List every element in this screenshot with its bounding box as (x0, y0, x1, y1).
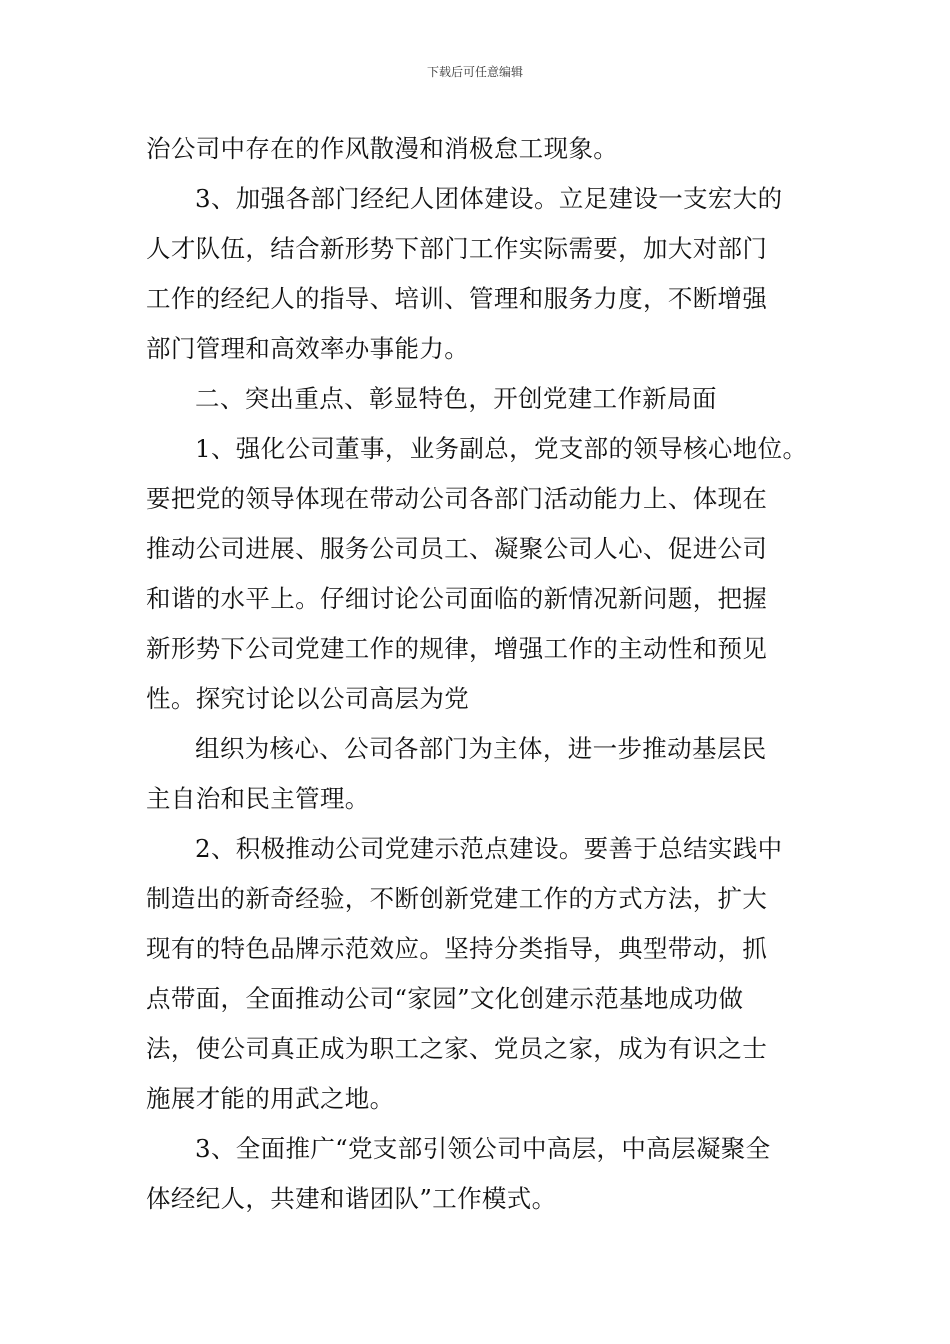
body-line: 工作的经纪人的指导、培训、管理和服务力度，不断增强 (146, 284, 768, 313)
body-line: 2、积极推动公司党建示范点建设。要善于总结实践中 (195, 834, 783, 863)
body-line: 人才队伍，结合新形势下部门工作实际需要，加大对部门 (146, 234, 768, 263)
body-line: 法，使公司真正成为职工之家、党员之家，成为有识之士 (146, 1034, 768, 1063)
body-line: 主自治和民主管理。 (146, 784, 370, 813)
body-line: 施展才能的用武之地。 (146, 1084, 395, 1113)
body-line: 3、全面推广“党支部引领公司中高层，中高层凝聚全 (195, 1134, 771, 1163)
body-line: 要把党的领导体现在带动公司各部门活动能力上、体现在 (146, 484, 768, 513)
body-line: 和谐的水平上。仔细讨论公司面临的新情况新问题，把握 (146, 584, 768, 613)
body-line: 1、强化公司董事，业务副总，党支部的领导核心地位。 (195, 434, 808, 463)
body-line: 组织为核心、公司各部门为主体，进一步推动基层民 (195, 734, 767, 763)
body-line: 现有的特色品牌示范效应。坚持分类指导，典型带动，抓 (146, 934, 768, 963)
body-line: 推动公司进展、服务公司员工、凝聚公司人心、促进公司 (146, 534, 768, 563)
page-header: 下载后可任意编辑 (426, 65, 523, 79)
body-line: 部门管理和高效率办事能力。 (146, 334, 470, 363)
body-line: 治公司中存在的作风散漫和消极怠工现象。 (146, 134, 619, 163)
body-line: 体经纪人，共建和谐团队”工作模式。 (146, 1184, 557, 1213)
body-line: 性。探究讨论以公司高层为党 (146, 684, 470, 713)
body-line: 点带面，全面推动公司“家园”文化创建示范基地成功做 (146, 984, 744, 1013)
body-line: 3、加强各部门经纪人团体建设。立足建设一支宏大的 (195, 184, 783, 213)
section-heading: 二、突出重点、彰显特色，开创党建工作新局面 (195, 384, 717, 413)
body-line: 新形势下公司党建工作的规律，增强工作的主动性和预见 (146, 634, 768, 663)
body-line: 制造出的新奇经验，不断创新党建工作的方式方法，扩大 (146, 884, 768, 913)
